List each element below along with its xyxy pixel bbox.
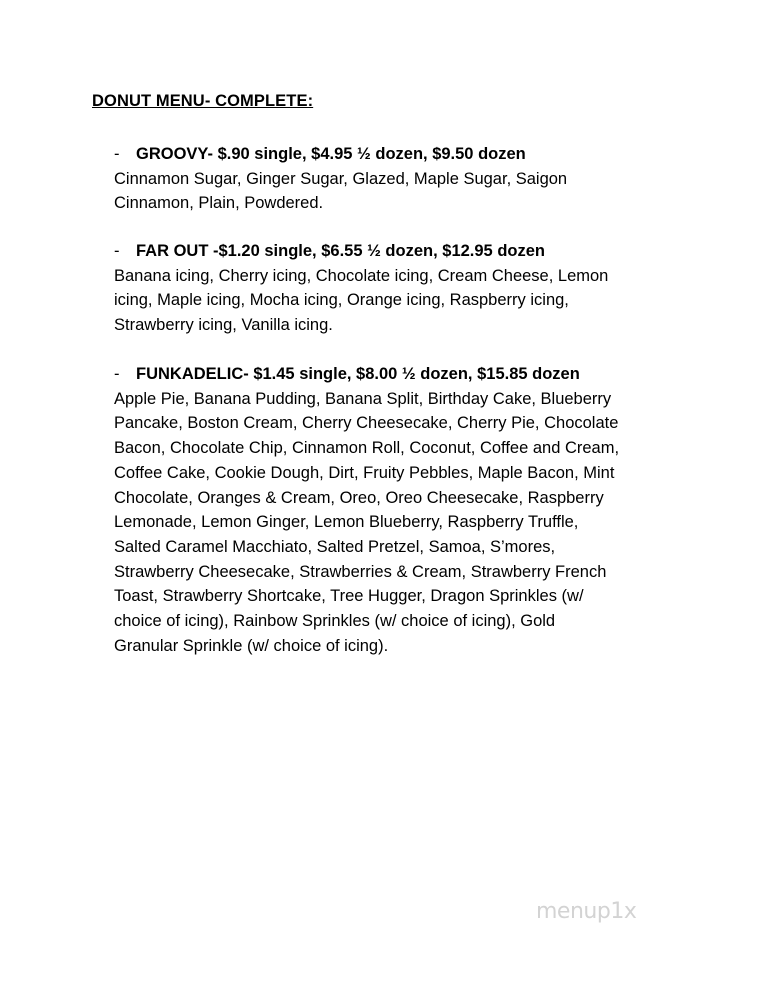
flavor-line: Apple Pie, Banana Pudding, Banana Split, Birthday Cake, Blueberry	[114, 389, 612, 408]
flavor-line: Pancake, Boston Cream, Cherry Cheesecake, Cherry Pie, Chocolate	[114, 414, 619, 433]
flavor-line: Lemonade, Lemon Ginger, Lemon Blueberry, Raspberry Truffle,	[114, 513, 579, 532]
flavor-list	[114, 387, 674, 659]
flavor-line: Cinnamon Sugar, Ginger Sugar, Glazed, Maple Sugar, Saigon	[114, 169, 568, 188]
flavor-line: Granular Sprinkle (w/ choice of icing).	[114, 636, 389, 655]
section-heading: FAR OUT -$1.20 single, $6.55 ½ dozen, $12.95 dozen	[136, 242, 545, 260]
section-heading-row	[114, 239, 674, 264]
page-title: DONUT MENU- COMPLETE:	[92, 92, 314, 110]
watermark-logo: menup1x	[536, 899, 637, 924]
menu-section-funkadelic	[114, 362, 674, 658]
bullet-dash: -	[114, 242, 120, 260]
flavor-line: choice of icing), Rainbow Sprinkles (w/ choice of icing), Gold	[114, 612, 556, 631]
section-heading-row	[114, 142, 674, 167]
flavor-line: Salted Caramel Macchiato, Salted Pretzel, Samoa, S’mores,	[114, 537, 556, 556]
section-heading: FUNKADELIC- $1.45 single, $8.00 ½ dozen, $15.85 dozen	[136, 365, 580, 383]
bullet-dash: -	[114, 365, 120, 383]
flavor-line: Banana icing, Cherry icing, Chocolate icing, Cream Cheese, Lemon	[114, 266, 609, 285]
flavor-line: Coffee Cake, Cookie Dough, Dirt, Fruity Pebbles, Maple Bacon, Mint	[114, 463, 615, 482]
section-heading: GROOVY- $.90 single, $4.95 ½ dozen, $9.50 dozen	[136, 145, 526, 163]
flavor-line: icing, Maple icing, Mocha icing, Orange icing, Raspberry icing,	[114, 291, 569, 310]
flavor-line: Strawberry Cheesecake, Strawberries & Cream, Strawberry French	[114, 562, 607, 581]
flavor-line: Strawberry icing, Vanilla icing.	[114, 316, 333, 335]
flavor-line: Cinnamon, Plain, Powdered.	[114, 194, 324, 213]
flavor-line: Toast, Strawberry Shortcake, Tree Hugger, Dragon Sprinkles (w/	[114, 587, 584, 606]
section-heading-row	[114, 362, 674, 387]
bullet-dash: -	[114, 145, 120, 163]
flavor-line: Chocolate, Oranges & Cream, Oreo, Oreo Cheesecake, Raspberry	[114, 488, 604, 507]
flavor-list	[114, 167, 674, 216]
menu-section-groovy	[114, 142, 674, 216]
flavor-list	[114, 264, 674, 338]
flavor-line: Bacon, Chocolate Chip, Cinnamon Roll, Coconut, Coffee and Cream,	[114, 439, 620, 458]
menu-section-far-out	[114, 239, 674, 338]
